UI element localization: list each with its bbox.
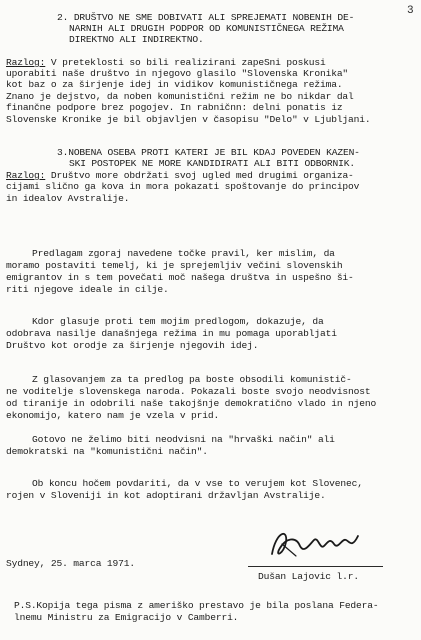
paragraph1-line-3: emigrantov in s tem povečati moč našega društva in uspešno ši- [6, 272, 354, 283]
paragraph1-line-4: riti njegove ideale in cilje. [6, 284, 169, 295]
signature-line [248, 566, 383, 567]
handwritten-signature [266, 524, 366, 564]
paragraph5-line-2: rojen v Sloveniji in kot adoptirani državljan Avstralije. [6, 490, 326, 501]
paragraph4-line-1: Gotovo ne želimo biti neodvisni na "hrvaški način" ali [32, 434, 335, 445]
point2-reason-line-5: finančne podpore brez pogojev. In rabničnn: delni ponatis iz [6, 102, 343, 113]
point3-reason-label: Razlog: [6, 170, 46, 181]
paragraph2-line-1: Kdor glasuje proti tem mojim predlogom, dokazuje, da [32, 316, 324, 327]
paragraph3-line-2: ne voditelje slovenskega naroda. Pokazali boste svojo neodvisnost [6, 386, 371, 397]
point2-title-line-1: 2. DRUŠTVO NE SME DOBIVATI ALI SPREJEMATI NOBENIH DE- [57, 12, 355, 23]
point3-title-line-1: 3.NOBENA OSEBA PROTI KATERI JE BIL KDAJ POVEDEN KAZEN- [57, 147, 360, 158]
point3-reason-text: Društvo more obdržati svoj ugled med drugimi organiza- [45, 170, 354, 181]
signatory-name: Dušan Lajovic l.r. [258, 571, 359, 582]
point2-reason-line-4: Znano je dejstvo, da noben komunistični režim ne bo nikdar dal [6, 91, 354, 102]
point2-reason-line-3: kot baz o za širjenje idej in vidikov komunističnega režima. [6, 79, 343, 90]
point3-reason-line-3: in idealov Avstralije. [6, 193, 130, 204]
paragraph1-line-2: moramo postaviti temelj, ki je sprejemljiv večini slovenskih [6, 260, 343, 271]
place-date: Sydney, 25. marca 1971. [6, 558, 135, 569]
point2-reason-line-6: Slovenske Kronike je bil objavljen v časopisu "Delo" v Ljubljani. [6, 114, 371, 125]
point2-reason-label: Razlog: [6, 57, 46, 68]
margin-mark: 3 [407, 5, 414, 17]
postscript-line-2: lnemu Ministru za Emigracijo v Camberri. [14, 612, 239, 623]
point2-reason-text: V preteklosti so bili realizirani zapeSni poskusi [45, 57, 326, 68]
point2-title-line-2: NARNIH ALI DRUGIH PODPOR OD KOMUNISTIČNEGA REŽIMA [69, 23, 344, 34]
paragraph2-line-2: odobrava nasilje današnjega režima in mu pomaga uporabljati [6, 328, 337, 339]
point2-reason-first-line [6, 57, 326, 68]
paragraph2-line-3: Društvo kot orodje za širjenje njegovih idej. [6, 340, 259, 351]
point2-reason-line-2: uporabiti naše društvo in njegovo glasilo "Slovenska Kronika" [6, 68, 349, 79]
paragraph1-line-1: Predlagam zgoraj navedene točke pravil, ker mislim, da [32, 248, 335, 259]
paragraph3-line-4: ekonomijo, katero nam je vzela v prid. [6, 410, 220, 421]
paragraph3-line-3: od tiranije in odobrili naše takojšnje demokratično vlado in njeno [6, 398, 377, 409]
point3-title-line-2: SKI POSTOPEK NE MORE KANDIDIRATI ALI BITI ODBORNIK. [69, 158, 355, 169]
postscript-line-1: P.S.Kopija tega pisma z ameriško prestavo je bila poslana Federa- [14, 600, 379, 611]
point3-reason-first-line [6, 170, 354, 181]
paragraph3-line-1: Z glasovanjem za ta predlog pa boste obsodili komunistič- [32, 374, 352, 385]
point3-reason-line-2: cijami slično ga kova in mora pokazati spoštovanje do principov [6, 181, 360, 192]
point2-title-line-3: DIREKTNO ALI INDIREKTNO. [69, 34, 204, 45]
paragraph5-line-1: Ob koncu hočem povdariti, da v vse to verujem kot Slovenec, [32, 478, 363, 489]
paragraph4-line-2: demokratski na "komunistični način". [6, 446, 208, 457]
